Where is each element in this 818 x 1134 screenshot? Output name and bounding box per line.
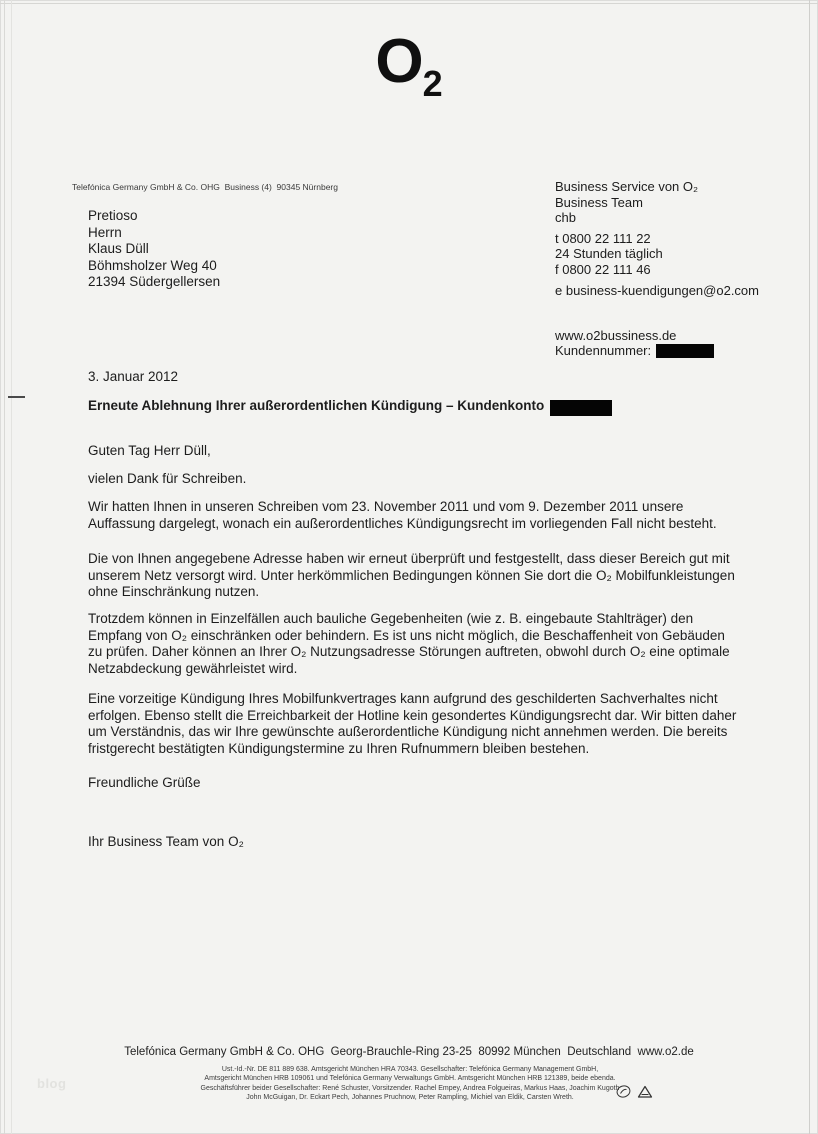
fine-print-line-3: Geschäftsführer beider Gesellschafter: René Schuster, Vorsitzender. Rachel Empey, Andrea Folgueiras, Markus Haas, Joachim Kugoth [200, 1084, 620, 1092]
contact-phone-group [555, 231, 759, 278]
contact-hours: 24 Stunden täglich [555, 246, 663, 261]
contact-fax: f 0800 22 111 46 [555, 261, 651, 277]
greeting: Guten Tag Herr Düll, [88, 443, 211, 458]
scan-edge-top [0, 3, 818, 4]
recipient-line-street: Böhmsholzer Weg 40 [88, 257, 217, 273]
recipient-line-city: 21394 Südergellersen [88, 274, 221, 289]
footer-company-line: Telefónica Germany GmbH & Co. OHG Georg-Brauchle-Ring 23-25 80992 München Deutschland www.o2.de [124, 1046, 694, 1058]
signature-line: Ihr Business Team von O₂ [88, 834, 244, 849]
recycling-triangle-icon [637, 1085, 653, 1099]
contact-agent-code: chb [555, 210, 576, 225]
customer-number-label: Kundennummer: [555, 343, 652, 358]
o2-logo-letter: O [375, 27, 423, 96]
sender-return-address: Telefónica Germany GmbH & Co. OHG Business (4) 90345 Nürnberg [72, 182, 338, 192]
fold-mark [8, 396, 25, 398]
contact-service-group [555, 179, 759, 226]
o2-logo [0, 26, 818, 105]
body-paragraph-2: Die von Ihnen angegebene Adresse haben wir erneut überprüft und festgestellt, dass dieser Bereich gut mit unserem Netz versorgt wird. Unter herkömmlichen Bedingungen können Sie dort die O₂ Mobilfunkleistungen ohne Einschränkung nutzen. [88, 551, 735, 600]
contact-phone: t 0800 22 111 22 [555, 230, 651, 246]
redacted-customer-number [656, 344, 714, 358]
scan-edge-left-2 [11, 0, 12, 1134]
letter-date: 3. Januar 2012 [88, 369, 179, 384]
thanks-line: vielen Dank für Schreiben. [88, 471, 247, 486]
recipient-address-block [88, 208, 220, 291]
footer-fine-print [60, 1065, 760, 1103]
scan-edge-left [4, 0, 5, 1134]
closing-salutation: Freundliche Grüße [88, 775, 201, 790]
eco-leaf-icon [616, 1085, 631, 1099]
contact-website: www.o2bussiness.de [555, 327, 677, 343]
fine-print-line-2: Amtsgericht München HRB 109061 und Telefónica Germany Verwaltungs GmbH. Amtsgericht München HRB 121389, beide ebenda. [204, 1075, 616, 1083]
subject-line [88, 398, 612, 413]
recipient-line-salutation: Herrn [88, 224, 122, 240]
contact-info-block [555, 179, 759, 359]
contact-service: Business Service von O₂ [555, 179, 699, 194]
footer-certification-icons [616, 1085, 653, 1099]
subject-text: Erneute Ablehnung Ihrer außerordentlichen Kündigung – Kundenkonto [88, 398, 545, 413]
body-paragraph-1: Wir hatten Ihnen in unseren Schreiben vom 23. November 2011 und vom 9. Dezember 2011 unsere Auffassung dargelegt, wonach ein außerordentliches Kündigungsrecht im vorliegenden Fall nicht besteht. [88, 499, 717, 531]
body-paragraph-4: Eine vorzeitige Kündigung Ihres Mobilfunkvertrages kann aufgrund des geschilderten Sachverhaltes nicht erfolgen. Ebenso stellt die Erreichbarkeit der Hotline kein gesondertes Kündigungsrecht dar. Wir bitten daher um Verständnis, das wir Ihre gewünschte außerordentliche Kündigung nicht annehmen werden. Die bereits fristgerecht bestätigten Kündigungstermine zu Ihren Rufnummern bleiben bestehen. [88, 691, 737, 756]
customer-number-row [555, 343, 759, 359]
fine-print-line-4: John McGuigan, Dr. Eckart Pech, Johannes Pruchnow, Peter Rampling, Michiel van Eldik, Carsten Wreth. [246, 1094, 574, 1102]
recipient-line-company: Pretioso [88, 208, 138, 223]
blog-watermark: blog [37, 1076, 67, 1091]
recipient-line-name: Klaus Düll [88, 241, 149, 256]
o2-logo-subscript: 2 [422, 63, 443, 104]
body-paragraph-3: Trotzdem können in Einzelfällen auch bauliche Gegebenheiten (wie z. B. eingebaute Stahlträger) den Empfang von O₂ einschränken oder behindern. Es ist uns nicht möglich, die Beschaffenheit von Gebäuden zu prüfen. Daher können an Ihrer O₂ Nutzungsadresse Störungen auftreten, obwohl durch O₂ eine optimale Netzabdeckung gewährleistet wird. [88, 611, 730, 676]
redacted-account-number [550, 400, 612, 416]
fine-print-line-1: Ust.-Id.-Nr. DE 811 889 638. Amtsgericht München HRA 70343. Gesellschafter: Telefónica Germany Management GmbH, [221, 1066, 599, 1073]
scan-edge-right [809, 0, 810, 1134]
contact-team: Business Team [555, 194, 643, 210]
contact-email: e business-kuendigungen@o2.com [555, 283, 759, 298]
